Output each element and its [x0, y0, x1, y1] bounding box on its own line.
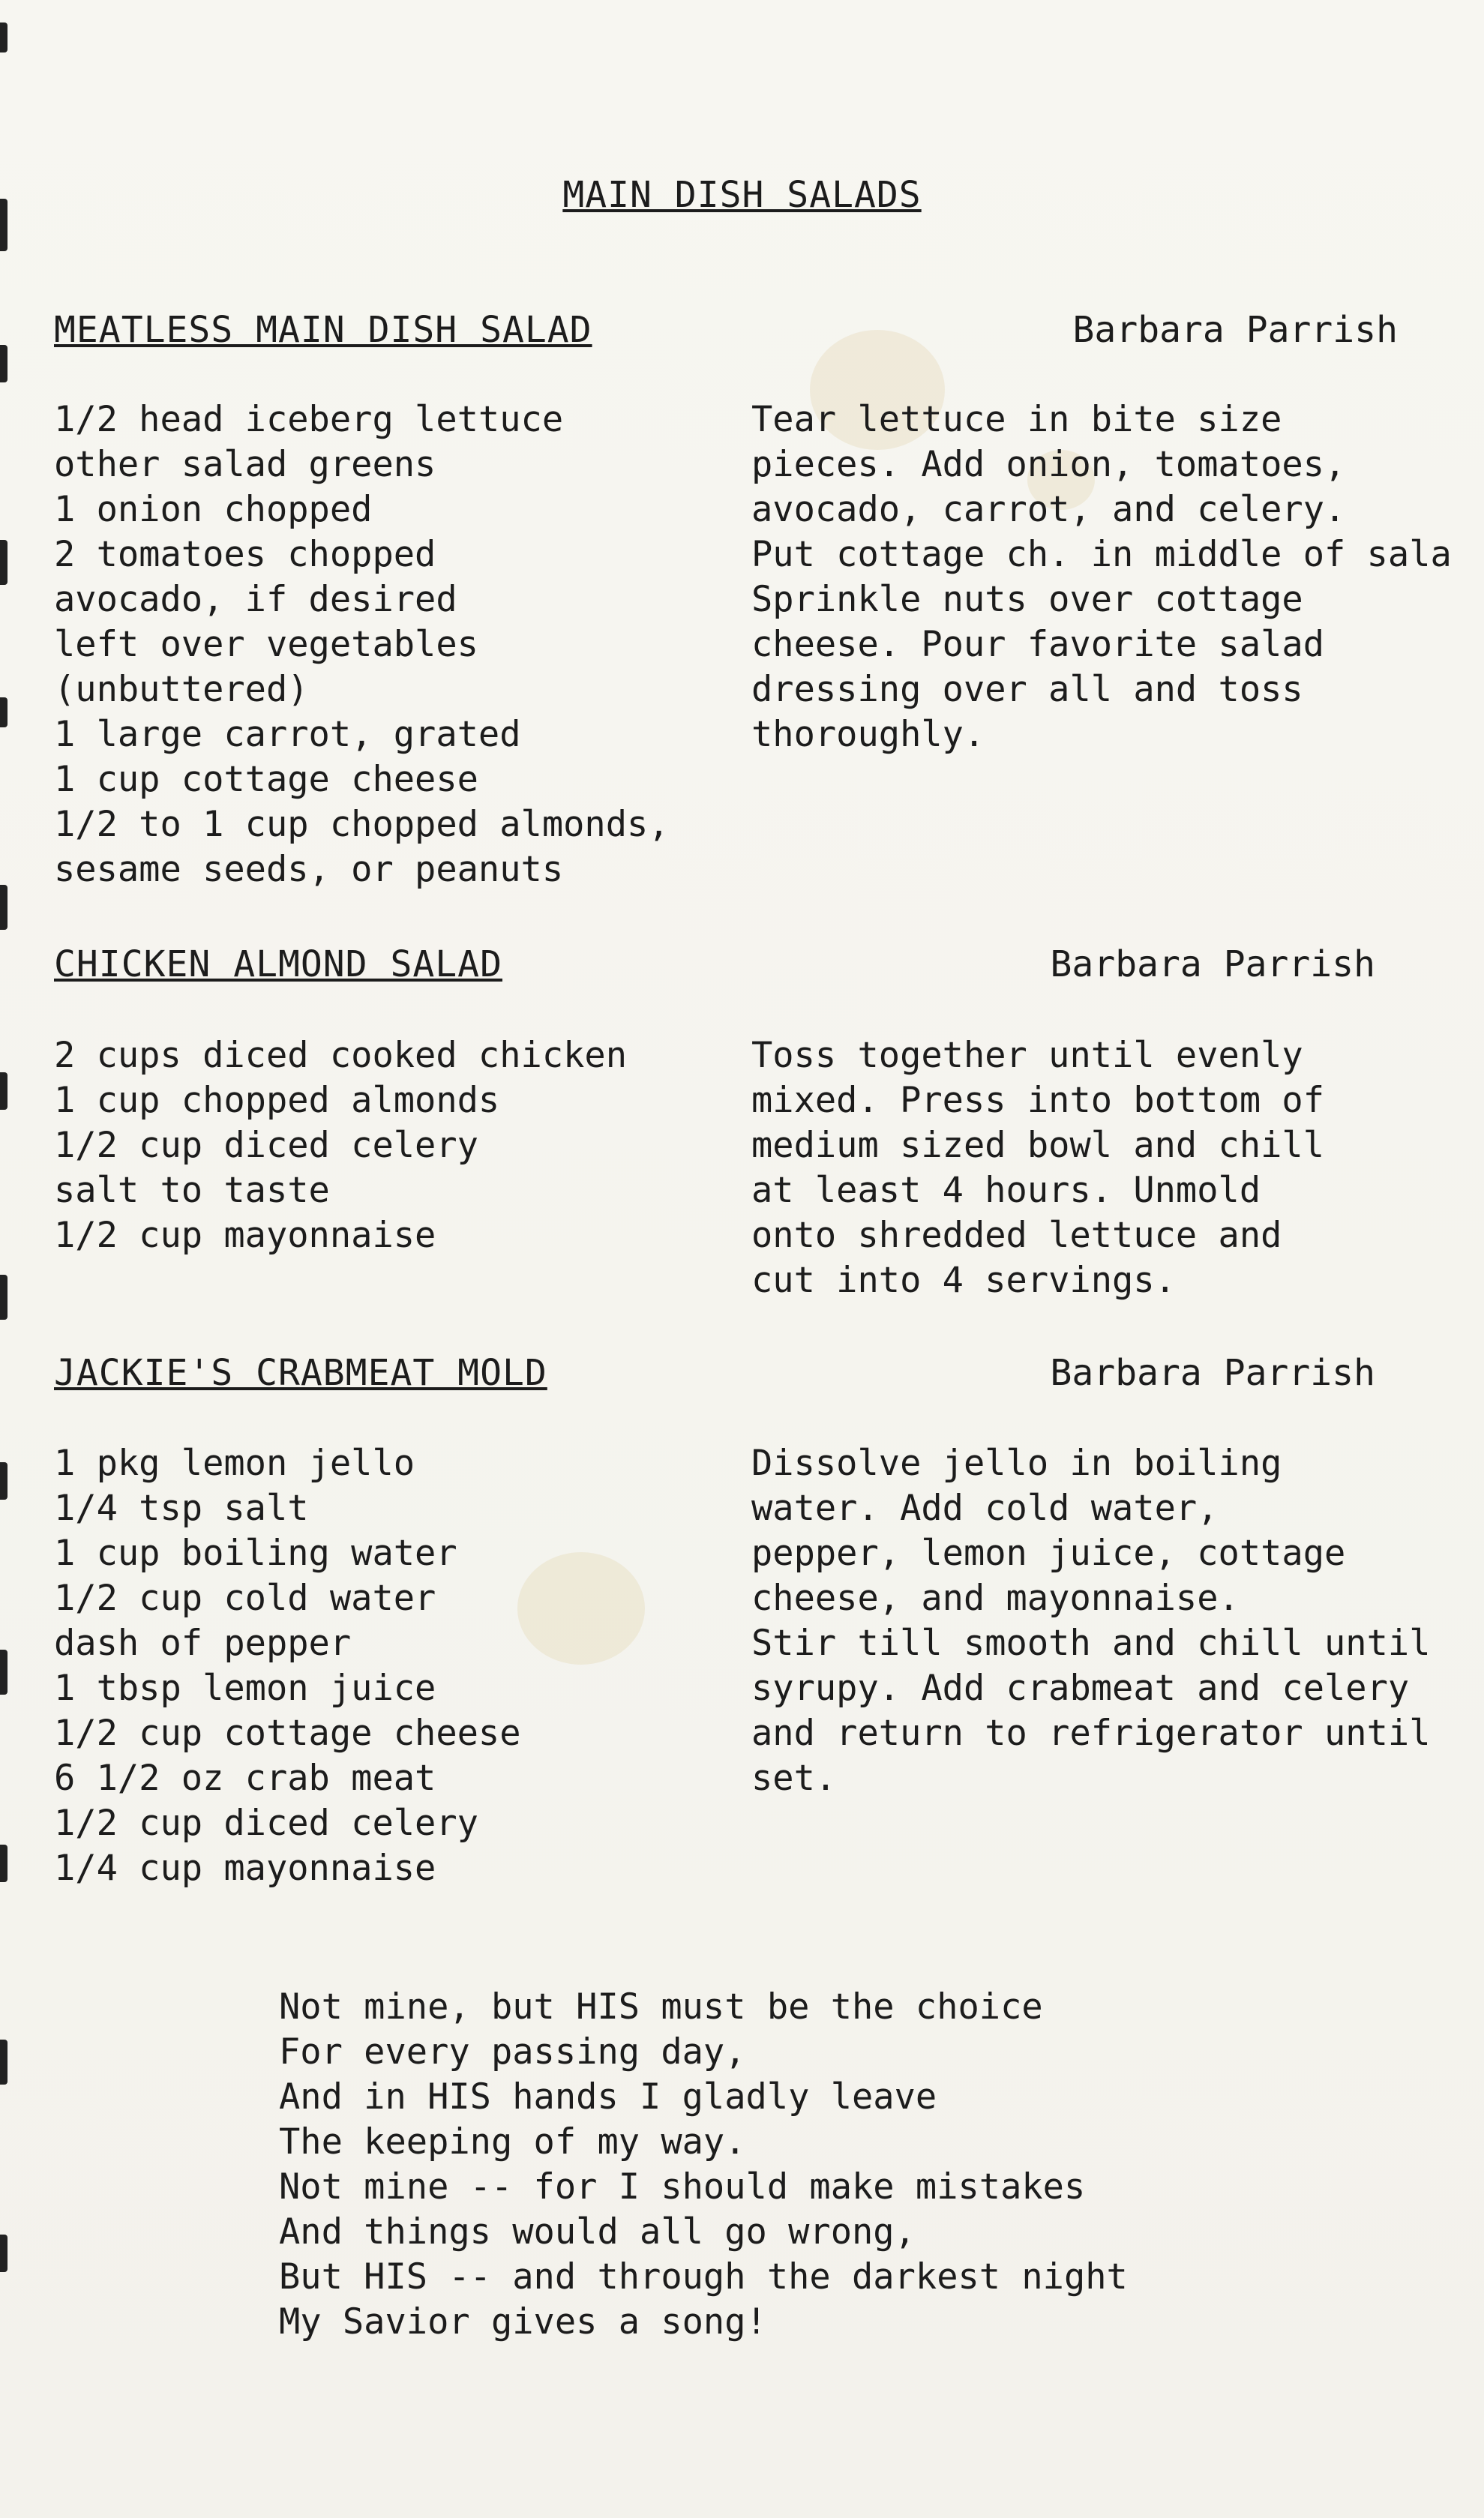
direction-line: avocado, carrot, and celery. [751, 489, 1346, 530]
ingredient-item: 1/2 cup mayonnaise [54, 1215, 436, 1256]
binder-mark [0, 1462, 7, 1500]
ingredient-item: 1/2 cup cottage cheese [54, 1713, 521, 1754]
direction-line: water. Add cold water, [751, 1488, 1219, 1529]
recipe-title: MEATLESS MAIN DISH SALAD [54, 309, 592, 351]
direction-line: Put cottage ch. in middle of sala [751, 534, 1452, 575]
direction-line: set. [751, 1758, 837, 1799]
binder-mark [0, 697, 7, 727]
ingredient-item: 1 pkg lemon jello [54, 1443, 415, 1484]
direction-line: syrupy. Add crabmeat and celery [751, 1668, 1410, 1709]
direction-line: pieces. Add onion, tomatoes, [751, 444, 1346, 485]
direction-line: cut into 4 servings. [751, 1260, 1176, 1301]
stain [517, 1552, 645, 1665]
poem-line: But HIS -- and through the darkest night [279, 2256, 1128, 2298]
ingredient-item: 1/2 cup diced celery [54, 1803, 478, 1844]
ingredient-item: salt to taste [54, 1170, 330, 1211]
ingredient-item: 1/2 cup cold water [54, 1578, 436, 1619]
ingredient-item: 2 tomatoes chopped [54, 534, 436, 575]
ingredient-list [54, 397, 670, 892]
binder-mark [0, 345, 7, 382]
ingredient-item: 1 cup boiling water [54, 1533, 457, 1574]
poem-line: Not mine -- for I should make mistakes [279, 2166, 1086, 2208]
ingredient-item: 1/2 to 1 cup chopped almonds, [54, 804, 670, 845]
ingredient-item: 1 tbsp lemon juice [54, 1668, 436, 1709]
direction-line: pepper, lemon juice, cottage [751, 1533, 1346, 1574]
ingredient-item: left over vegetables [54, 624, 478, 665]
ingredient-list [54, 1441, 521, 1891]
direction-line: Tear lettuce in bite size [751, 399, 1282, 440]
poem-line: My Savior gives a song! [279, 2301, 767, 2343]
directions-block [751, 397, 1452, 757]
ingredient-item: 1/4 tsp salt [54, 1488, 309, 1529]
recipe-author: Barbara Parrish [1072, 309, 1398, 351]
ingredient-item: other salad greens [54, 444, 436, 485]
binder-mark [0, 540, 7, 585]
direction-line: mixed. Press into bottom of [751, 1080, 1325, 1121]
direction-line: cheese, and mayonnaise. [751, 1578, 1240, 1619]
ingredient-list [54, 1033, 627, 1258]
binder-mark [0, 2235, 7, 2272]
recipe-author: Barbara Parrish [1050, 1352, 1375, 1394]
directions-block [751, 1033, 1324, 1303]
direction-line: thoroughly. [751, 714, 985, 755]
binder-mark [0, 1275, 7, 1320]
ingredient-item: (unbuttered) [54, 669, 309, 710]
ingredient-item: 6 1/2 oz crab meat [54, 1758, 436, 1799]
direction-line: and return to refrigerator until [751, 1713, 1431, 1754]
ingredient-item: 1 cup chopped almonds [54, 1080, 500, 1121]
poem-line: And in HIS hands I gladly leave [279, 2076, 937, 2118]
direction-line: Toss together until evenly [751, 1035, 1303, 1076]
directions-block [751, 1441, 1430, 1801]
ingredient-item: avocado, if desired [54, 579, 457, 620]
binder-mark [0, 1072, 7, 1110]
ingredient-item: 1/2 head iceberg lettuce [54, 399, 564, 440]
ingredient-item: sesame seeds, or peanuts [54, 849, 564, 890]
poem [279, 1985, 1128, 2345]
binder-mark [0, 1845, 7, 1882]
poem-line: The keeping of my way. [279, 2121, 746, 2163]
direction-line: dressing over all and toss [751, 669, 1303, 710]
direction-line: medium sized bowl and chill [751, 1125, 1325, 1166]
ingredient-item: 1 large carrot, grated [54, 714, 521, 755]
ingredient-item: 1/2 cup diced celery [54, 1125, 478, 1166]
poem-line: Not mine, but HIS must be the choice [279, 1986, 1043, 2028]
recipe-author: Barbara Parrish [1050, 943, 1375, 985]
page-title: MAIN DISH SALADS [562, 174, 922, 216]
binder-mark [0, 2040, 7, 2085]
poem-line: And things would all go wrong, [279, 2211, 916, 2253]
ingredient-item: 1/4 cup mayonnaise [54, 1848, 436, 1889]
ingredient-item: 1 cup cottage cheese [54, 759, 478, 800]
binder-mark [0, 885, 7, 930]
ingredient-item: dash of pepper [54, 1623, 352, 1664]
ingredient-item: 1 onion chopped [54, 489, 373, 530]
ingredient-item: 2 cups diced cooked chicken [54, 1035, 628, 1076]
binder-mark [0, 22, 7, 52]
direction-line: Sprinkle nuts over cottage [751, 579, 1303, 620]
binder-mark [0, 1650, 7, 1695]
direction-line: onto shredded lettuce and [751, 1215, 1282, 1256]
recipe-title: CHICKEN ALMOND SALAD [54, 943, 502, 985]
recipe-title: JACKIE'S CRABMEAT MOLD [54, 1352, 547, 1394]
direction-line: Stir till smooth and chill until [751, 1623, 1431, 1664]
direction-line: Dissolve jello in boiling [751, 1443, 1282, 1484]
poem-line: For every passing day, [279, 2031, 746, 2073]
direction-line: cheese. Pour favorite salad [751, 624, 1325, 665]
direction-line: at least 4 hours. Unmold [751, 1170, 1261, 1211]
